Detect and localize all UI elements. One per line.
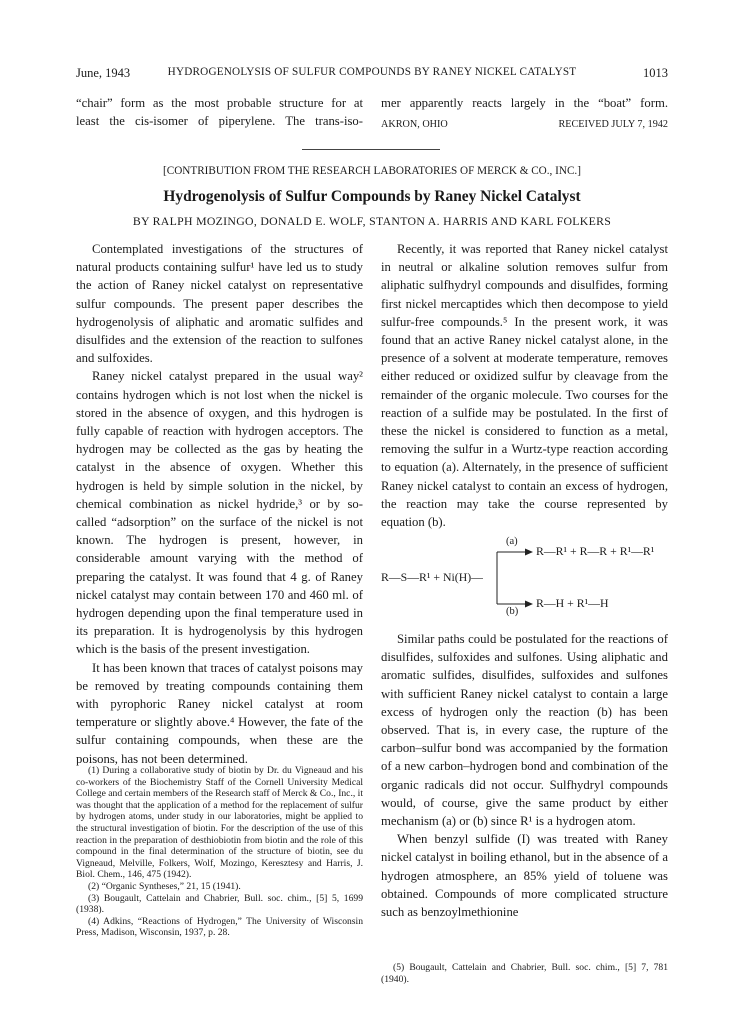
right-paragraph-3: When benzyl sulfide (I) was treated with Raney nickel catalyst in boiling ethanol, but in the absence of a hydrogen atmosphere, an 85% yield of toluene was obtained. Compounds of more complicated structure such as benzoylmethionine (381, 832, 668, 920)
section-divider (302, 149, 440, 150)
equation-label-b: (b) (506, 606, 519, 617)
left-paragraph-3: It has been known that traces of catalyst poisons may be removed by treating compounds containing them with pyrophoric Raney nickel catalyst at room temperature or slightly above.⁴ However, the fate of the sulfur containing compounds, when these are the poisons, has not been determined. (76, 660, 363, 766)
left-paragraph-1: Contemplated investigations of the structures of natural products containing sulfur¹ have led us to study the action of Raney nickel catalyst on representative sulfur compounds. The present paper describes the hydrogenolysis of aliphatic and aromatic sulfides and disulfides and the extension of the reaction to sulfones and sulfoxides. (76, 242, 363, 366)
right-paragraph-2: Similar paths could be postulated for the reactions of disulfides, sulfoxides and sulfones. Using aliphatic and aromatic sulfides, disulfides, sulfoxides and sulfones with sufficient Raney nickel catalyst to contain a large excess of hydrogen only the reaction (b) has been observed. That is, in every case, the rupture of the carbon–sulfur bond was accompanied by the formation of a new carbon–hydrogen bond and combination of the organic radicals did not occur. Sulfhydryl compounds would, of course, give the same product by either mechanism (a) or (b) since R¹ is a hydrogen atom. (381, 632, 668, 829)
contribution-line: [CONTRIBUTION FROM THE RESEARCH LABORATORIES OF MERCK & CO., INC.] (163, 165, 581, 177)
running-header (76, 66, 668, 84)
footnote-3: (3) Bougault, Cattelain and Chabrier, Bull. soc. chim., [5] 5, 1699 (1938). (76, 892, 363, 916)
prev-article-left-line2: least the cis-isomer of piperylene. The trans-iso- (76, 114, 363, 129)
right-column-body-bottom (381, 630, 668, 921)
equation-product-b: R—H + R¹—H (536, 596, 609, 610)
prev-article-right-line1: mer apparently reacts largely in the “boat” form. (381, 96, 668, 110)
equation-reactant: R—S—R¹ + Ni(H)— (381, 570, 483, 584)
article-title: Hydrogenolysis of Sulfur Compounds by Raney Nickel Catalyst (163, 188, 581, 205)
left-paragraph-2: Raney nickel catalyst prepared in the usual way² contains hydrogen which is not lost when the nickel is stored in the absence of oxygen, and this hydrogen is fully capable of reaction with hydrogen acceptors. The hydrogen may be collected as the gas by heating the catalyst in the absence of oxygen. Whether this hydrogen is held by simple solution in the nickel, by chemical combination as nickel hydride,³ or by so-called “adsorption” on the surface of the nickel is not known. The hydrogen is present, however, in considerable amount varying with the method of preparing the catalyst. It was found that 4 g. of Raney nickel catalyst may contain between 170 and 460 ml. of hydrogen depending upon the final temperature used in its preparation. It is hydrogenolysis by this hydrogen which is the basis of the present investigation. (76, 369, 363, 657)
header-running-title: HYDROGENOLYSIS OF SULFUR COMPOUNDS BY RANEY NICKEL CATALYST (167, 66, 577, 78)
prev-article-right-text (381, 94, 668, 112)
received-date: RECEIVED JULY 7, 1942 (558, 119, 668, 130)
right-column-body-top (381, 240, 668, 531)
prev-article-left-line1: “chair” form as the most probable structure for at (76, 96, 363, 110)
left-column-body (76, 240, 363, 768)
footnote-1: (1) During a collaborative study of biotin by Dr. du Vigneaud and his co-workers of the Biochemistry Staff of the Cornell University Medical College and certain members of the Research staff of Merck & Co., Inc., it was thought that the application of a method for the replacement of sulfur by hydrogen atoms, under study in our laboratories, might be applied to the structural investigation of biotin. For the description of the use of this reaction in the preparation of desthiobiotin from biotin and the role of this compound in the final determination of the structure of biotin, see du Vigneaud, Melville, Folkers, Wolf, Mozingo, Keresztesy and Harris, J. Biol. Chem., 146, 475 (1942). (76, 765, 363, 881)
header-date: June, 1943 (76, 66, 131, 80)
header-page-number: 1013 (643, 66, 668, 80)
prev-article-left-text (76, 94, 363, 130)
right-footnotes (381, 962, 668, 985)
right-paragraph-1: Recently, it was reported that Raney nickel catalyst in neutral or alkaline solution removes sulfur from aliphatic sulfhydryl compounds and disulfides, forming first nickel mercaptides which then decompose to yield sulfur-free compounds.⁵ In the present work, it was found that an active Raney nickel catalyst alone, in the presence of a solvent at moderate temperature, removes either reduced or oxidized sulfur by cleavage from the remainder of the organic molecule. Two courses for the reaction of a sulfide may be postulated. In the first of these the nickel is considered to function as a metal, removing the sulfur in a Wurtz-type reaction according to equation (a). Alternately, in the presence of sufficient Raney nickel catalyst to contain an excess of hydrogen, the reaction may take the course represented by equation (b). (381, 242, 668, 530)
affiliation-location: AKRON, OHIO (381, 119, 448, 130)
left-footnotes (76, 765, 363, 939)
footnote-5: (5) Bougault, Cattelain and Chabrier, Bull. soc. chim., [5] 7, 781 (1940). (381, 962, 668, 985)
prev-article-affiliation (381, 119, 668, 133)
equation-label-a: (a) (506, 536, 518, 547)
footnote-4: (4) Adkins, “Reactions of Hydrogen,” The University of Wisconsin Press, Madison, Wisconsin, 1937, p. 28. (76, 915, 363, 939)
reaction-equation (381, 538, 668, 620)
equation-product-a: R—R¹ + R—R + R¹—R¹ (536, 544, 655, 558)
article-authors: BY RALPH MOZINGO, DONALD E. WOLF, STANTON A. HARRIS AND KARL FOLKERS (132, 214, 612, 228)
footnote-2: (2) “Organic Syntheses,” 21, 15 (1941). (88, 880, 241, 892)
